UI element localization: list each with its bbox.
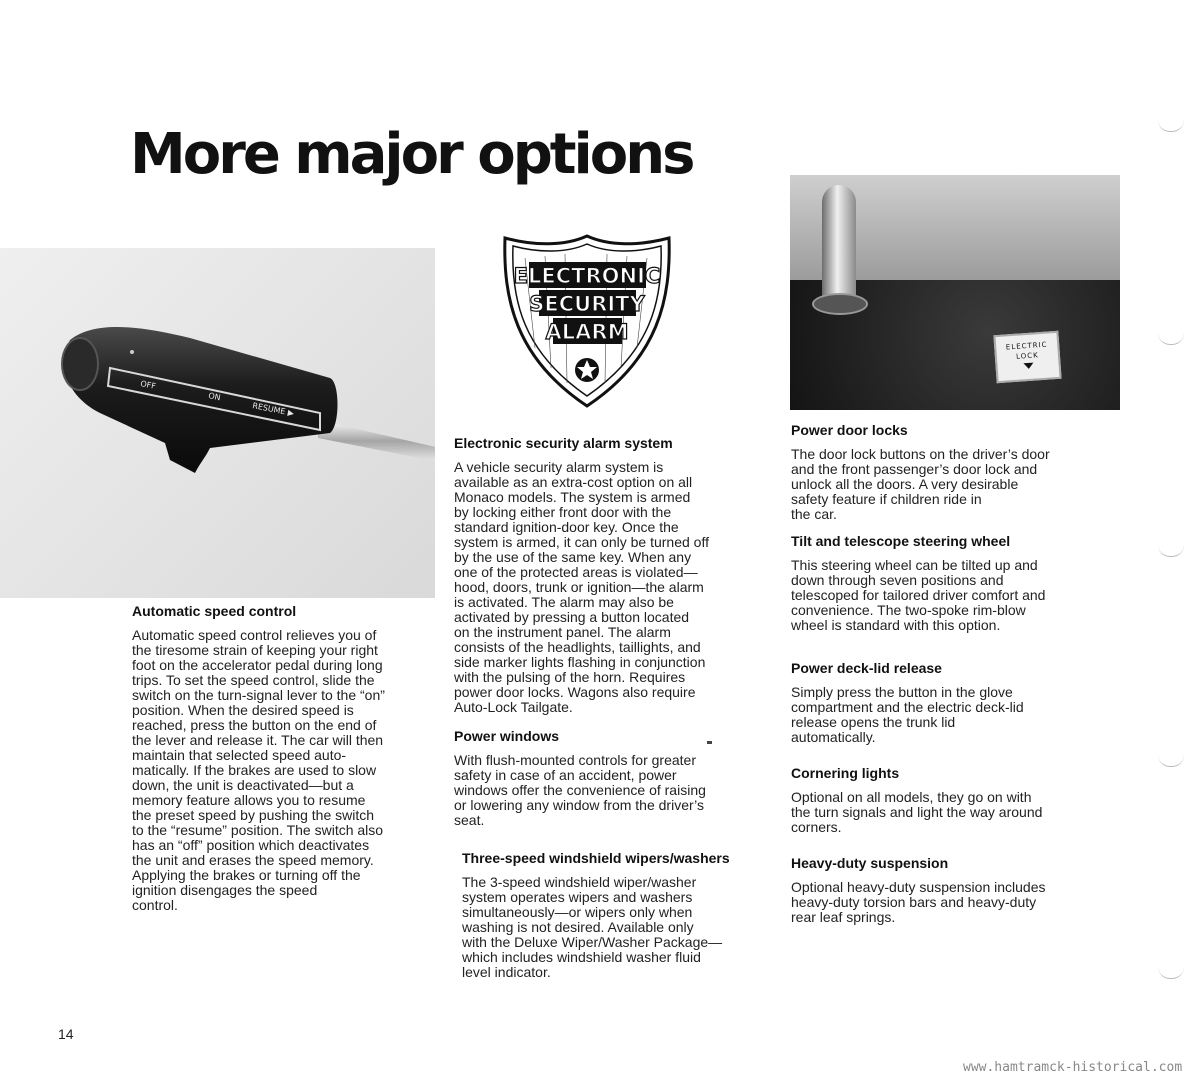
door-lock-photo	[790, 175, 1120, 410]
body-line: washing is not desired. Available only	[462, 919, 694, 935]
body-line: with the Deluxe Wiper/Washer Package—	[462, 934, 723, 950]
page-number: 14	[58, 1026, 74, 1042]
section-deck-lid-release	[791, 661, 1111, 745]
binder-mark	[1158, 333, 1184, 345]
shield-line-3: ALARM	[545, 320, 629, 344]
body-line: the preset speed by pushing the switch	[132, 807, 375, 823]
body-line: level indicator.	[462, 964, 551, 980]
body-line: The door lock buttons on the driver’s door	[791, 446, 1050, 462]
door-lock-knob	[822, 185, 856, 310]
body-line: The 3-speed windshield wiper/washer	[462, 874, 697, 890]
body-line: memory feature allows you to resume	[132, 792, 366, 808]
section-heading: Three-speed windshield wipers/washers	[462, 850, 730, 866]
body-line: the unit and erases the speed memory.	[132, 852, 374, 868]
body-line: system operates wipers and washers	[462, 889, 693, 905]
section-body	[454, 753, 774, 828]
section-body	[791, 790, 1111, 835]
page-title: More major options	[130, 122, 693, 187]
body-line: convenience. The two-spoke rim-blow	[791, 602, 1026, 618]
section-heading: Power deck-lid release	[791, 660, 942, 676]
body-line: Automatic speed control relieves you of	[132, 627, 377, 643]
binder-mark	[1158, 545, 1184, 557]
watermark: www.hamtramck-historical.com	[963, 1060, 1183, 1075]
body-line: available as an extra-cost option on all	[454, 474, 693, 490]
body-line: unlock all the doors. A very desirable	[791, 476, 1019, 492]
section-heading: Power windows	[454, 728, 560, 744]
lever-illustration	[0, 248, 435, 598]
section-cornering-lights	[791, 766, 1111, 835]
section-body	[791, 685, 1111, 745]
body-line: maintain that selected speed auto-	[132, 747, 347, 763]
body-line: the car.	[791, 506, 837, 522]
body-line: Simply press the button in the glove	[791, 684, 1013, 700]
body-line: automatically.	[791, 729, 876, 745]
electric-lock-line-1: ELECTRIC	[1005, 340, 1048, 352]
section-heading: Tilt and telescope steering wheel	[791, 533, 1011, 549]
section-body	[132, 628, 432, 913]
body-line: ignition disengages the speed	[132, 882, 318, 898]
binder-mark	[1158, 967, 1184, 979]
body-line: system is armed, it can only be turned off	[454, 534, 709, 550]
body-line: activated by pressing a button located	[454, 609, 690, 625]
body-line: seat.	[454, 812, 485, 828]
body-line: which includes windshield washer fluid	[462, 949, 701, 965]
body-line: the turn signals and light the way around	[791, 804, 1043, 820]
section-tilt-telescope-wheel	[791, 534, 1111, 633]
body-line: compartment and the electric deck-lid	[791, 699, 1024, 715]
body-line: This steering wheel can be tilted up and	[791, 557, 1038, 573]
body-line: by the use of the same key. When any	[454, 549, 692, 565]
body-line: standard ignition-door key. Once the	[454, 519, 679, 535]
section-heading: Automatic speed control	[132, 603, 297, 619]
body-line: telescoped for tailored driver comfort and	[791, 587, 1046, 603]
body-line: position. When the desired speed is	[132, 702, 354, 718]
body-line: safety feature if children ride in	[791, 491, 982, 507]
body-line: With flush-mounted controls for greater	[454, 752, 696, 768]
body-line: power door locks. Wagons also require	[454, 684, 696, 700]
body-line: or lowering any window from the driver’s	[454, 797, 705, 813]
section-body	[791, 447, 1111, 522]
body-line: heavy-duty torsion bars and heavy-duty	[791, 894, 1037, 910]
body-line: Monaco models. The system is armed	[454, 489, 691, 505]
section-power-door-locks	[791, 423, 1111, 522]
body-line: Applying the brakes or turning off the	[132, 867, 361, 883]
lever-label-on: ON	[207, 391, 222, 403]
body-line: on the instrument panel. The alarm	[454, 624, 671, 640]
electric-lock-button	[993, 331, 1061, 383]
body-line: reached, press the button on the end of	[132, 717, 377, 733]
body-line: to the “resume” position. The switch also	[132, 822, 384, 838]
body-line: trips. To set the speed control, slide the	[132, 672, 375, 688]
body-line: one of the protected areas is violated—	[454, 564, 698, 580]
body-line: Auto-Lock Tailgate.	[454, 699, 573, 715]
section-automatic-speed-control	[132, 604, 432, 913]
body-line: side marker lights flashing in conjunction	[454, 654, 706, 670]
section-heading: Cornering lights	[791, 765, 900, 781]
down-arrow-icon	[1023, 363, 1033, 370]
binder-mark	[1158, 755, 1184, 767]
body-line: hood, doors, trunk or ignition—the alarm	[454, 579, 704, 595]
speed-control-lever-photo	[0, 248, 435, 598]
print-speck	[707, 741, 712, 744]
section-body	[454, 460, 774, 715]
section-heading: Heavy-duty suspension	[791, 855, 949, 871]
section-power-windows	[454, 729, 774, 828]
section-body	[791, 880, 1111, 925]
body-line: is activated. The alarm may also be	[454, 594, 674, 610]
body-line: and the front passenger’s door lock and	[791, 461, 1038, 477]
body-line: A vehicle security alarm system is	[454, 459, 664, 475]
body-line: by locking either front door with the	[454, 504, 672, 520]
section-electronic-security-alarm	[454, 436, 774, 715]
lever-label-off: OFF	[139, 379, 157, 391]
body-line: corners.	[791, 819, 842, 835]
body-line: Optional on all models, they go on with	[791, 789, 1032, 805]
section-windshield-wipers	[462, 851, 782, 980]
section-heading: Electronic security alarm system	[454, 435, 673, 451]
shield-line-1: ELECTRONIC	[513, 264, 661, 288]
body-line: windows offer the convenience of raising	[454, 782, 706, 798]
body-line: Optional heavy-duty suspension includes	[791, 879, 1046, 895]
section-heading: Power door locks	[791, 422, 908, 438]
body-line: safety in case of an accident, power	[454, 767, 677, 783]
body-line: consists of the headlights, taillights, and	[454, 639, 701, 655]
body-line: the tiresome strain of keeping your right	[132, 642, 378, 658]
section-heavy-duty-suspension	[791, 856, 1111, 925]
body-line: control.	[132, 897, 178, 913]
security-alarm-shield-emblem	[495, 228, 680, 413]
shield-line-2: SECURITY	[529, 292, 645, 316]
body-line: down, the unit is deactivated—but a	[132, 777, 354, 793]
body-line: switch on the turn-signal lever to the “on”	[132, 687, 385, 703]
body-line: simultaneously—or wipers only when	[462, 904, 693, 920]
body-line: foot on the accelerator pedal during long	[132, 657, 383, 673]
body-line: wheel is standard with this option.	[791, 617, 1001, 633]
body-line: has an “off” position which deactivates	[132, 837, 370, 853]
body-line: rear leaf springs.	[791, 909, 896, 925]
body-line: with the pulsing of the horn. Requires	[454, 669, 686, 685]
lever-label-resume: RESUME ▶	[251, 401, 295, 419]
electric-lock-line-2: LOCK	[1015, 351, 1039, 361]
body-line: the lever and release it. The car will then	[132, 732, 384, 748]
binder-mark	[1158, 120, 1184, 132]
body-line: matically. If the brakes are used to slow	[132, 762, 377, 778]
body-line: release opens the trunk lid	[791, 714, 956, 730]
body-line: down through seven positions and	[791, 572, 1004, 588]
section-body	[791, 558, 1111, 633]
section-body	[462, 875, 782, 980]
